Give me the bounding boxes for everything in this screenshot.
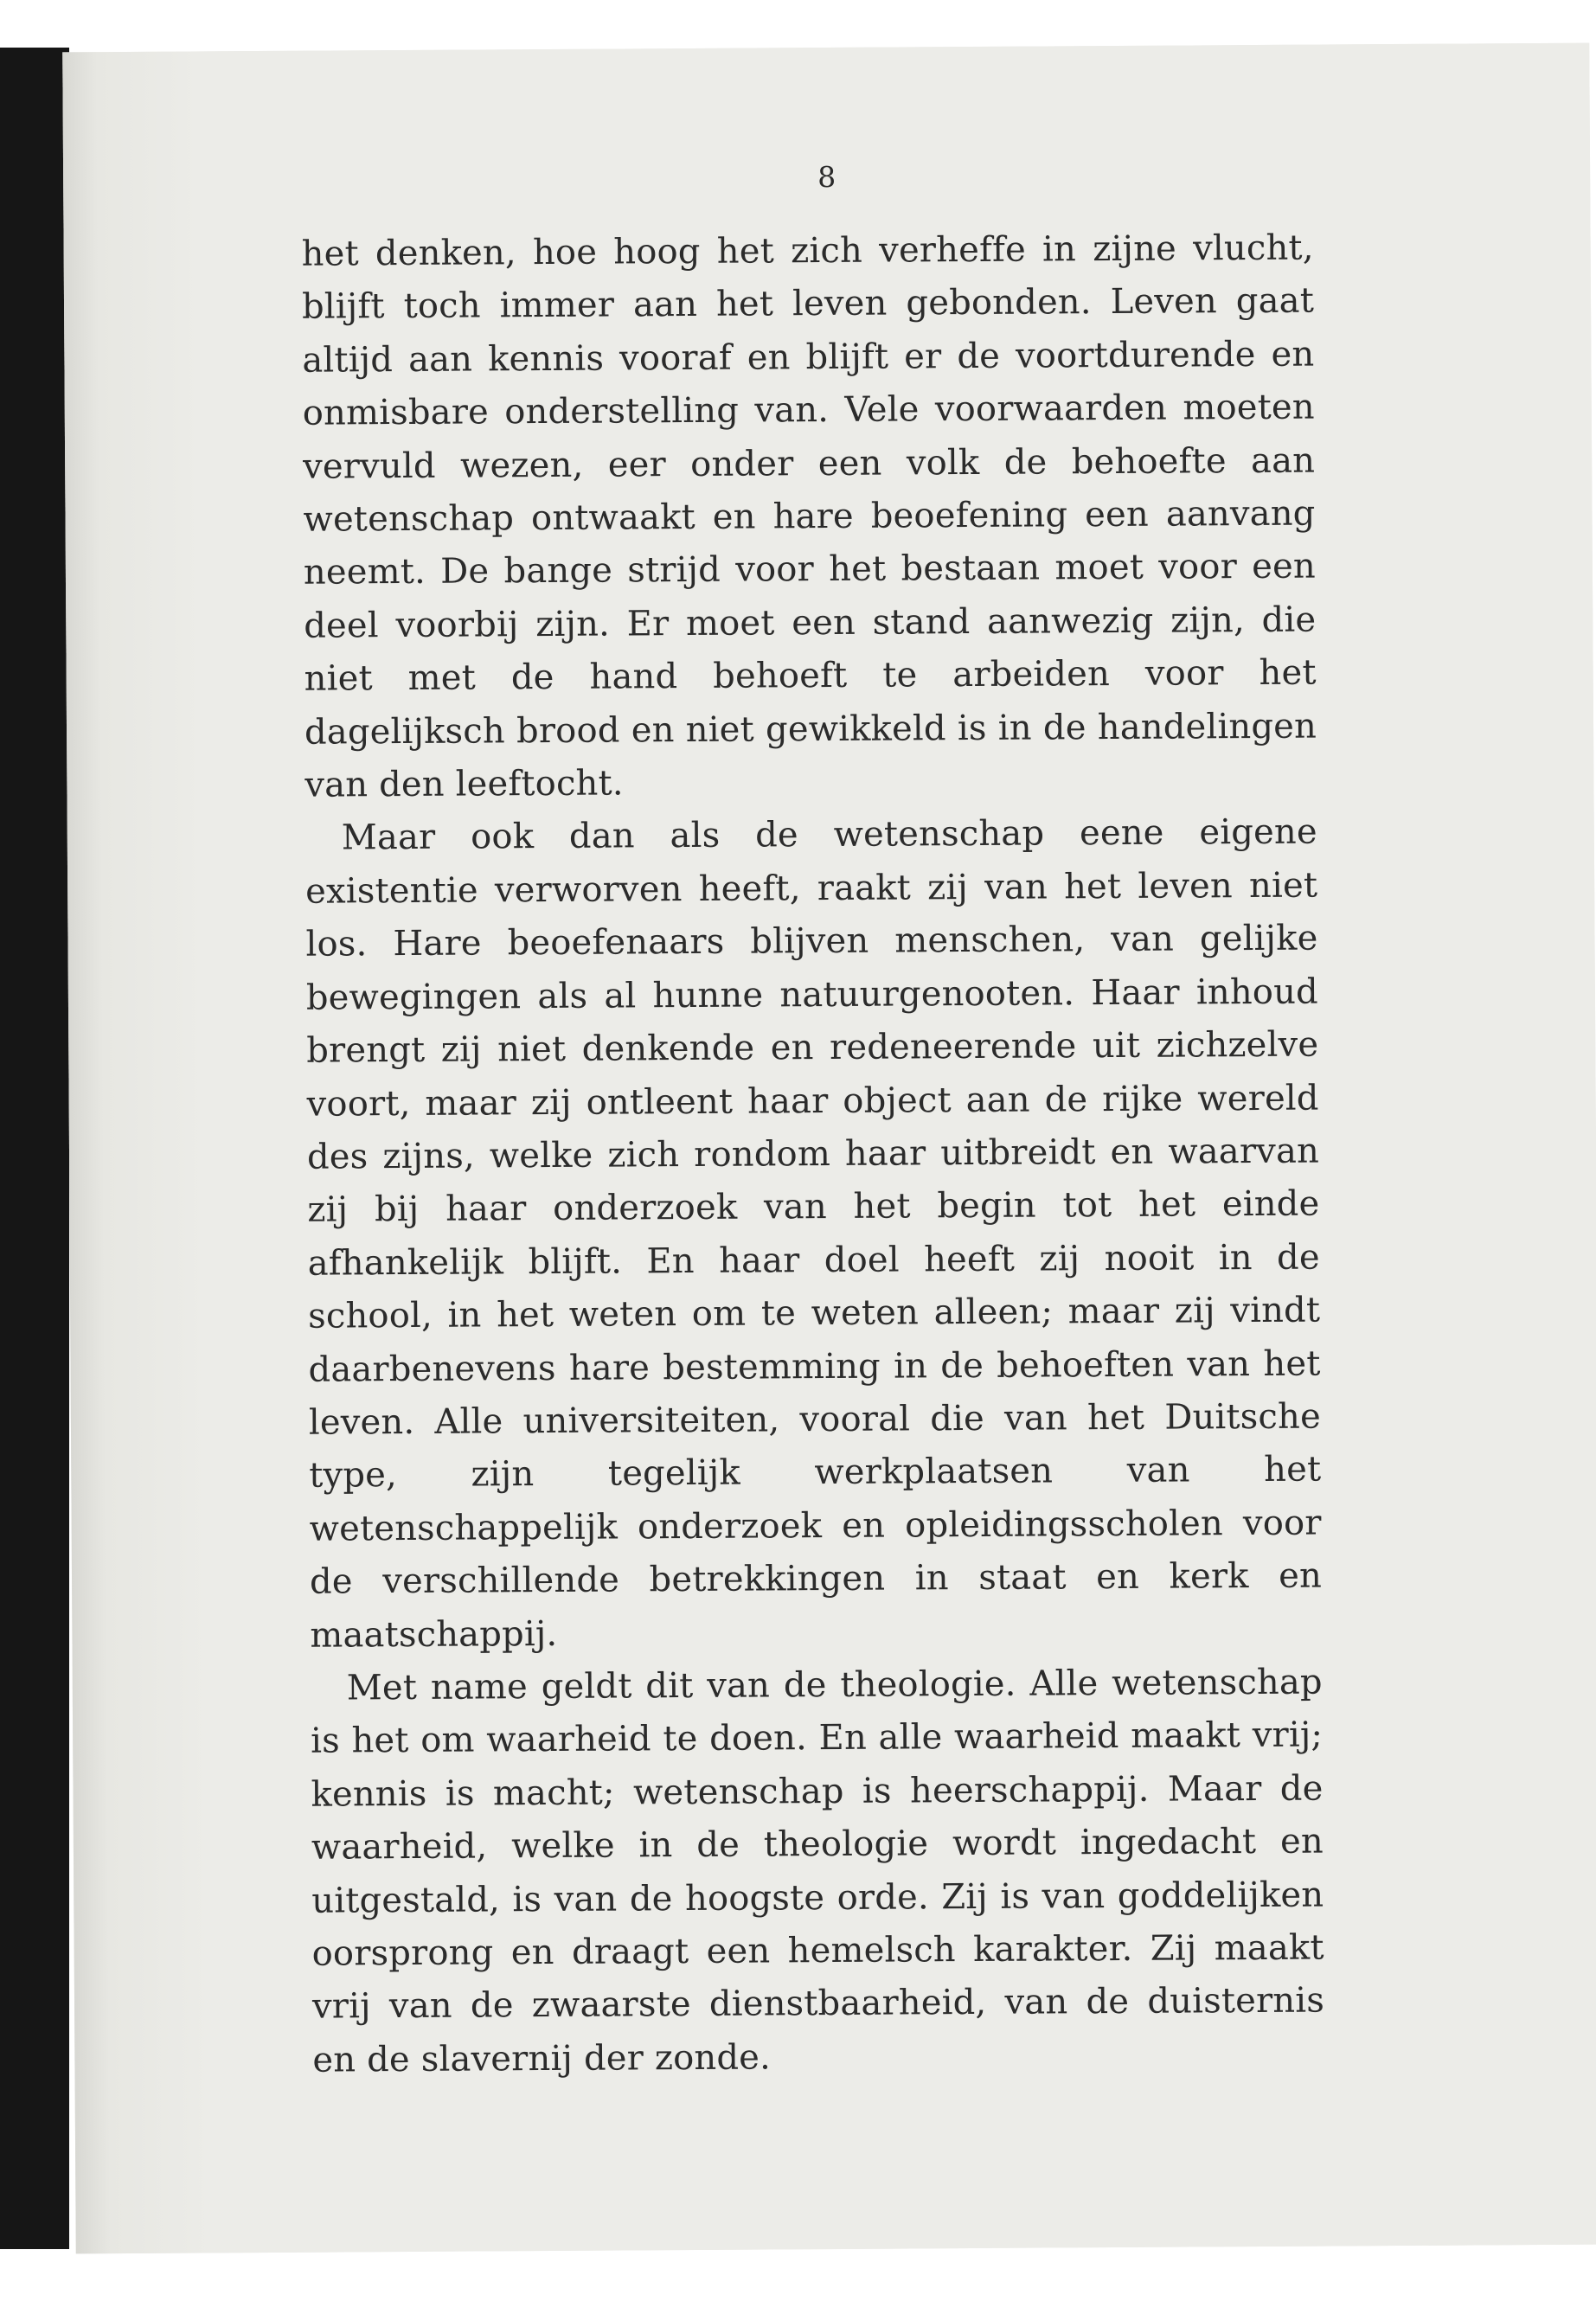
page-sheet <box>62 43 1596 2254</box>
body-text <box>301 222 1324 2087</box>
page-number: 8 <box>817 159 836 195</box>
book-spine-shadow <box>0 48 69 2249</box>
paragraph-3: Met name geldt dit van de theologie. Alle wetenschap is het om waarheid te doen. En alle waarheid maakt vrij; kennis is macht; wetenschap is heerschappij. Maar de waarheid, welke in de theologie wordt ingedacht en uitgestald, is van de hoogste orde. Zij is van goddelijken oorsprong en draagt een hemelsch karakter. Zij maakt vrij van de zwaarste dienstbaarheid, van de duisternis en de slavernij der zonde. <box>311 1662 1325 2080</box>
paragraph-1: het denken, hoe hoog het zich verheffe in zijne vlucht, blijft toch immer aan het leven gebonden. Leven gaat altijd aan kennis vooraf en blijft er de voortdurende en onmisbare onderstelling van. Vele voorwaarden moeten vervuld wezen, eer onder een volk de behoefte aan wetenschap ontwaakt en hare beoefening een aanvang neemt. De bange strijd voor het bestaan moet voor een deel voorbij zijn. Er moet een stand aanwezig zijn, die niet met de hand behoeft te arbeiden voor het dagelijksch brood en niet gewikkeld is in de handelingen van den leeftocht. <box>301 228 1317 805</box>
paragraph-2: Maar ook dan als de wetenschap eene eigene existentie verworven heeft, raakt zij van het leven niet los. Hare beoefenaars blijven menschen, van gelijke bewegingen als al hunne natuurgenooten. Haar inhoud brengt zij niet denkende en redeneerende uit zichzelve voort, maar zij ontleent haar object aan de rijke wereld des zijns, welke zich rondom haar uitbreidt en waarvan zij bij haar onderzoek van het begin tot het einde afhankelijk blijft. En haar doel heeft zij nooit in de school, in het weten om te weten alleen; maar zij vindt daarbenevens hare bestemming in de behoeften van het leven. Alle universiteiten, vooral die van het Duitsche type, zijn tegelijk werkplaatsen van het wetenschappelijk onderzoek en opleidingsscholen voor de verschillende betrekkingen in staat en kerk en maatschappij. <box>305 812 1323 1656</box>
